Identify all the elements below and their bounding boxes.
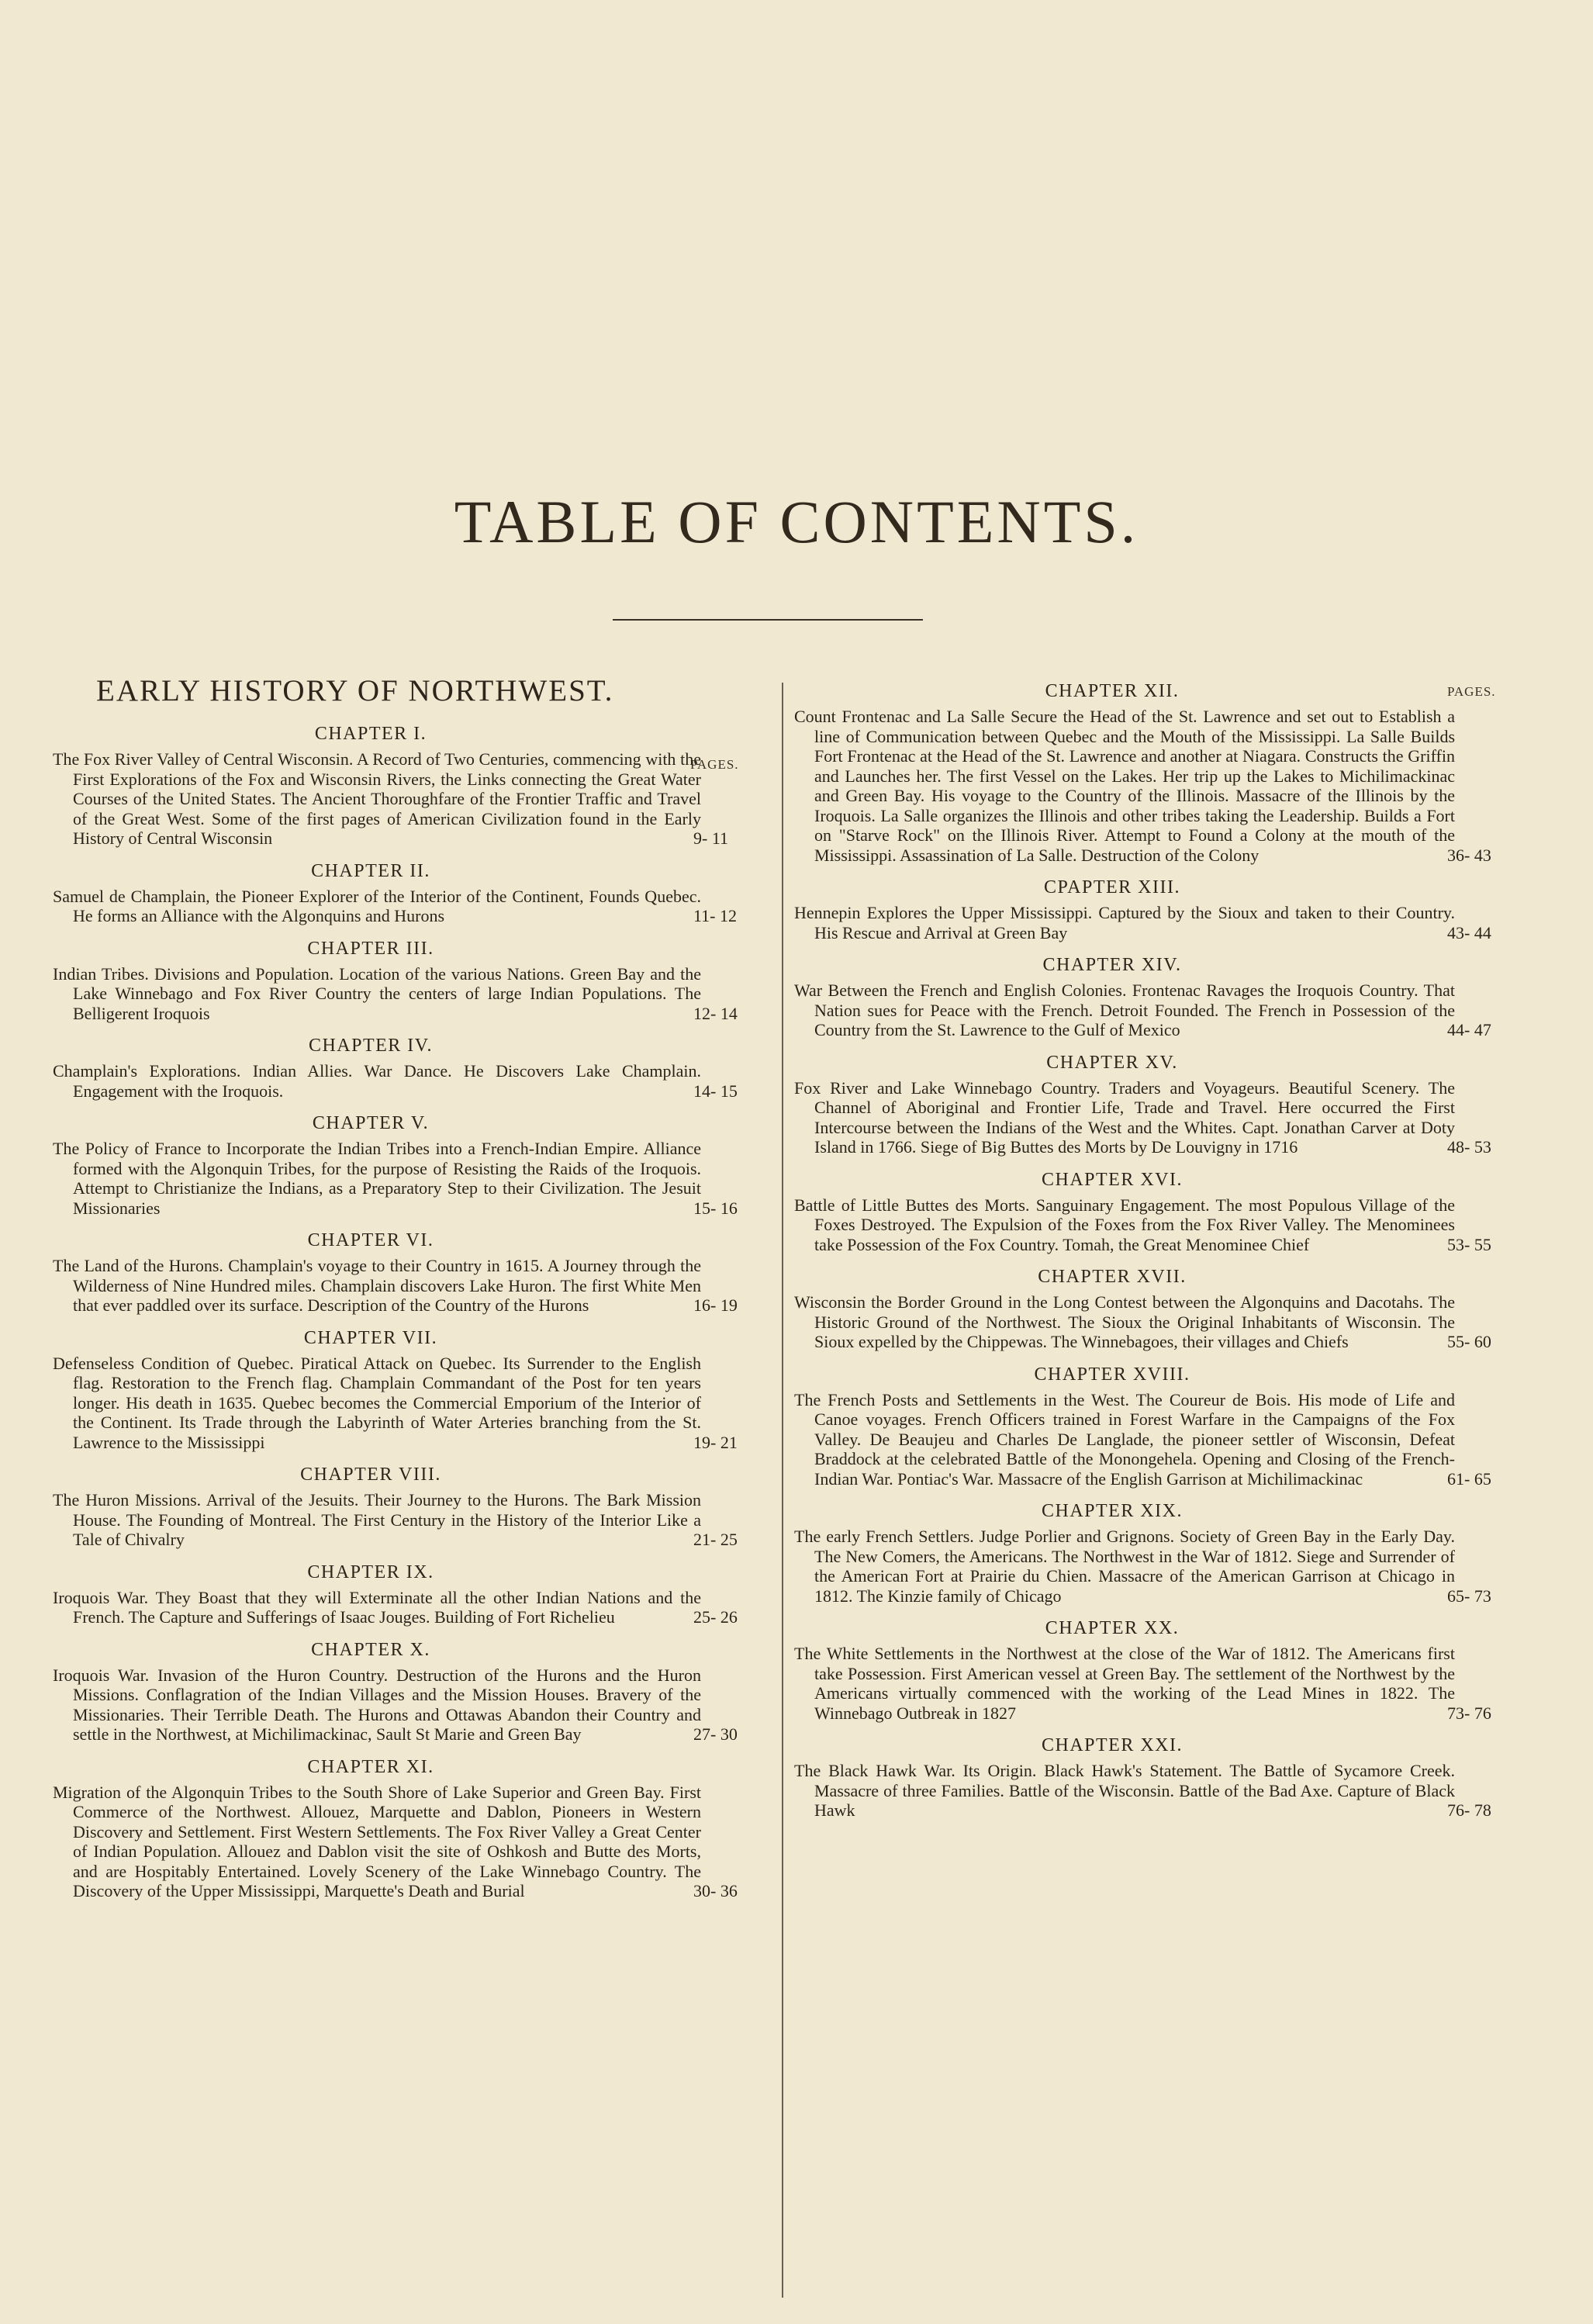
chapter-description: Battle of Little Buttes des Morts. Sanguinary Engagement. The most Populous Village of the Foxes Destroyed. The Expulsion of the Foxes from the Fox River Valley. The Menominees take Possession of the Fox Country. Tomah, the Great Menominee Chief bbox=[794, 1195, 1455, 1254]
chapter-heading: CHAPTER VI. bbox=[307, 1230, 434, 1250]
chapter-heading: CHAPTER V. bbox=[312, 1113, 430, 1133]
chapter-entry bbox=[794, 1501, 1514, 1606]
chapter-pages: 65- 73 bbox=[1447, 1586, 1491, 1606]
chapter-description: The Black Hawk War. Its Origin. Black Hawk's Statement. The Battle of Sycamore Creek. Massacre of three Families. Battle of the Wisconsin. Battle of the Bad Axe. Capture of Black Hawk bbox=[794, 1761, 1455, 1820]
chapter-heading: CHAPTER XI. bbox=[307, 1756, 434, 1777]
chapter-entry bbox=[794, 1735, 1514, 1821]
chapter-description: The Policy of France to Incorporate the Indian Tribes into a French-Indian Empire. Alliance formed with the Algonquin Tribes, for the purpose of Resisting the Raids of the Iroquois. Attempt to Christianize the Indians, as a Preparatory Step to their Civilization. The Jesuit Missionaries bbox=[53, 1139, 701, 1218]
chapter-description: Count Frontenac and La Salle Secure the Head of the St. Lawrence and set out to Establish a line of Communication between Quebec and the Mouth of the Mississippi. La Salle Builds Fort Frontenac at the Head of the St. Lawrence and another at Niagara. Constructs the Griffin and Launches her. The first Vessel on the Lakes. Her trip up the Lakes to Michilimackinac and Green Bay. His voyage to the Country of the Illinois. Massacre of the Illinois by the Iroquois. La Salle organizes the Illinois and other tribes taking the Leadership. Builds a Fort on "Starve Rock" on the Illinois River. Attempt to Found a Colony at the mouth of the Mississippi. Assassination of La Salle. Destruction of the Colony bbox=[794, 707, 1455, 865]
chapter-pages: 19- 21 bbox=[693, 1432, 738, 1452]
chapter-description: Wisconsin the Border Ground in the Long Contest between the Algonquins and Dacotahs. The Historic Ground of the Northwest. The Sioux the Original Inhabitants of Wisconsin. The Sioux expelled by the Chippewas. The Winnebagoes, their villages and Chiefs bbox=[794, 1292, 1455, 1351]
chapter-description: The French Posts and Settlements in the West. The Coureur de Bois. His mode of Life and Canoe voyages. French Officers trained in Forest Warfare in the Campaigns of the Fox Valley. De Beaujeu and Charles De Langlade, the pioneer settler of Wisconsin, Defeat Braddock at the celebrated Battle of the Monongehela. Opening and Closing of the French-Indian War. Pontiac's War. Massacre of the English Garrison at Michilimackinac bbox=[794, 1389, 1455, 1489]
chapter-description: The Land of the Hurons. Champlain's voyage to their Country in 1615. A Journey through the Wilderness of Nine Hundred miles. Champlain discovers Lake Huron. The first White Men that ever paddled over its surface. Description of the Country of the Hurons bbox=[53, 1256, 701, 1315]
chapter-heading: CHAPTER XV. bbox=[1046, 1052, 1178, 1073]
chapter-heading: CHAPTER III. bbox=[307, 938, 434, 959]
chapter-list-right bbox=[794, 681, 1514, 1821]
chapter-entry bbox=[794, 1053, 1514, 1157]
chapter-heading: CHAPTER XII. bbox=[1045, 681, 1180, 701]
chapter-pages: 30- 36 bbox=[693, 1881, 738, 1900]
chapter-entry bbox=[794, 681, 1514, 865]
title-rule bbox=[613, 619, 923, 621]
chapter-heading: CPAPTER XIII. bbox=[1044, 877, 1180, 897]
chapter-pages: 53- 55 bbox=[1447, 1234, 1491, 1254]
chapter-description: The early French Settlers. Judge Porlier and Grignons. Society of Green Bay in the Early Day. The New Comers, the Americans. The Northwest in the War of 1812. Siege and Surrender of the American Fort at Prairie du Chien. Massacre of the American Garrison at Chicago in 1812. The Kinzie family of Chicago bbox=[794, 1527, 1455, 1606]
pages-label-left: PAGES. bbox=[690, 757, 739, 772]
chapter-pages: 43- 44 bbox=[1447, 922, 1491, 942]
left-column bbox=[53, 673, 766, 1914]
chapter-description: Defenseless Condition of Quebec. Piratical Attack on Quebec. Its Surrender to the English flag. Restoration to the French flag. Champlain Commandant of the Post for ten years longer. His death in 1635. Quebec becomes the Commercial Emporium of the Interior of the Continent. Its Trade through the Labyrinth of Water Arteries branching from the St. Lawrence to the Mississippi bbox=[53, 1353, 701, 1452]
chapter-pages: 21- 25 bbox=[693, 1530, 738, 1549]
chapter-heading: CHAPTER XXI. bbox=[1041, 1735, 1183, 1755]
chapter-entry bbox=[794, 1267, 1514, 1352]
page-title: TABLE OF CONTENTS. bbox=[454, 488, 1139, 555]
chapter-description: Champlain's Explorations. Indian Allies. War Dance. He Discovers Lake Champlain. Engagement with the Iroquois. bbox=[53, 1061, 701, 1101]
column-divider bbox=[782, 683, 783, 2298]
chapter-heading: CHAPTER VIII. bbox=[300, 1465, 441, 1485]
chapter-heading: CHAPTER IX. bbox=[307, 1561, 434, 1582]
chapter-entry bbox=[53, 1465, 766, 1550]
chapter-pages: 48- 53 bbox=[1447, 1137, 1491, 1157]
chapter-heading: CHAPTER IV. bbox=[308, 1036, 434, 1056]
chapter-heading: CHAPTER XX. bbox=[1045, 1618, 1180, 1638]
chapter-pages: 12- 14 bbox=[693, 1003, 738, 1023]
chapter-description: Iroquois War. They Boast that they will Exterminate all the other Indian Nations and the French. The Capture and Sufferings of Isaac Jouges. Building of Fort Richelieu bbox=[53, 1587, 701, 1627]
chapter-heading: CHAPTER II. bbox=[311, 860, 430, 881]
chapter-entry bbox=[53, 1757, 766, 1901]
chapter-entry bbox=[53, 724, 766, 849]
chapter-entry bbox=[53, 1113, 766, 1218]
chapter-pages: 25- 26 bbox=[693, 1607, 738, 1627]
chapter-heading: CHAPTER XVI. bbox=[1041, 1169, 1183, 1190]
chapter-heading: CHAPTER XVII. bbox=[1038, 1267, 1187, 1287]
chapter-entry bbox=[53, 1328, 766, 1453]
section-heading: EARLY HISTORY OF NORTHWEST. bbox=[96, 674, 614, 707]
chapter-pages: 9- 11 bbox=[693, 828, 729, 848]
chapter-description: The White Settlements in the Northwest at the close of the War of 1812. The Americans first take Possession. First American vessel at Green Bay. The settlement of the Northwest by the Americans virtually commenced with the working of the Lead Mines in 1822. The Winnebago Outbreak in 1827 bbox=[794, 1644, 1455, 1723]
chapter-entry bbox=[53, 1036, 766, 1101]
chapter-entry bbox=[53, 1562, 766, 1627]
chapter-description: The Huron Missions. Arrival of the Jesuits. Their Journey to the Hurons. The Bark Mission House. The Founding of Montreal. The First Century in the History of the Interior Like a Tale of Chivalry bbox=[53, 1490, 701, 1549]
chapter-description: Migration of the Algonquin Tribes to the South Shore of Lake Superior and Green Bay. First Commerce of the Northwest. Allouez, Marquette and Dablon, Pioneers in Western Discovery and Settlement. First Western Settlements. The Fox River Valley a Great Center of Indian Population. Allouez and Dablon visit the site of Oshkosh and Butte des Morts, and are Hospitably Entertained. Lovely Scenery of the Lake Winnebago Country. The Discovery of the Upper Mississippi, Marquette's Death and Burial bbox=[53, 1782, 701, 1900]
chapter-heading: CHAPTER XIX. bbox=[1041, 1501, 1183, 1521]
chapter-pages: 76- 78 bbox=[1447, 1800, 1491, 1820]
chapter-pages: 61- 65 bbox=[1447, 1468, 1491, 1489]
right-column bbox=[794, 681, 1514, 1833]
chapter-entry bbox=[794, 1170, 1514, 1255]
chapter-pages: 27- 30 bbox=[693, 1724, 738, 1744]
chapter-entry bbox=[53, 861, 766, 926]
chapter-entry bbox=[794, 1618, 1514, 1723]
chapter-description: Samuel de Champlain, the Pioneer Explorer of the Interior of the Continent, Founds Quebec. He forms an Alliance with the Algonquins and Hurons bbox=[53, 886, 701, 925]
chapter-pages: 11- 12 bbox=[693, 906, 738, 925]
chapter-description: The Fox River Valley of Central Wisconsin. A Record of Two Centuries, commencing with the First Explorations of the Fox and Wisconsin Rivers, the Links connecting the Great Water Courses of the United States. The Ancient Thoroughfare of the Frontier Traffic and Travel of the Great West. Some of the first pages of American Civilization found in the Early History of Central Wisconsin bbox=[53, 749, 701, 848]
chapter-heading: CHAPTER VII. bbox=[303, 1327, 438, 1348]
chapter-description: Hennepin Explores the Upper Mississippi. Captured by the Sioux and taken to their Country. His Rescue and Arrival at Green Bay bbox=[794, 903, 1455, 942]
chapter-entry bbox=[53, 1230, 766, 1316]
chapter-pages: 73- 76 bbox=[1447, 1703, 1491, 1723]
chapter-entry bbox=[794, 955, 1514, 1040]
chapter-pages: 55- 60 bbox=[1447, 1332, 1491, 1351]
chapter-entry bbox=[794, 877, 1514, 942]
chapter-pages: 36- 43 bbox=[1447, 845, 1491, 865]
chapter-pages: 15- 16 bbox=[693, 1198, 738, 1218]
chapter-list-left bbox=[53, 724, 766, 1901]
chapter-heading: CHAPTER XIV. bbox=[1042, 955, 1182, 975]
chapter-pages: 44- 47 bbox=[1447, 1020, 1491, 1039]
chapter-heading: CHAPTER I. bbox=[314, 724, 427, 744]
chapter-pages: 14- 15 bbox=[693, 1081, 738, 1101]
chapter-entry bbox=[53, 1640, 766, 1745]
chapter-pages: 16- 19 bbox=[693, 1295, 738, 1315]
pages-label-right: PAGES. bbox=[1447, 684, 1496, 699]
chapter-description: Indian Tribes. Divisions and Population. Location of the various Nations. Green Bay and the Lake Winnebago and Fox River Country the centers of large Indian Populations. The Belligerent Iroquois bbox=[53, 963, 701, 1023]
chapter-entry bbox=[794, 1364, 1514, 1489]
chapter-description: War Between the French and English Colonies. Frontenac Ravages the Iroquois Country. That Nation sues for Peace with the French. Detroit Founded. The French in Possession of the Country from the St. Lawrence to the Gulf of Mexico bbox=[794, 980, 1455, 1039]
chapter-description: Iroquois War. Invasion of the Huron Country. Destruction of the Hurons and the Huron Missions. Conflagration of the Indian Villages and the Mission Houses. Bravery of the Missionaries. Their Terrible Death. The Hurons and Ottawas Abandon their Country and settle in the Northwest, at Michilimackinac, Sault St Marie and Green Bay bbox=[53, 1665, 701, 1744]
chapter-entry bbox=[53, 939, 766, 1024]
chapter-heading: CHAPTER XVIII. bbox=[1034, 1364, 1190, 1385]
chapter-description: Fox River and Lake Winnebago Country. Traders and Voyageurs. Beautiful Scenery. The Channel of Aboriginal and Frontier Life, Trade and Travel. Here occurred the First Intercourse between the Indians of the West and the Whites. Capt. Jonathan Carver at Doty Island in 1766. Siege of Big Buttes des Morts by De Louvigny in 1716 bbox=[794, 1077, 1455, 1157]
chapter-heading: CHAPTER X. bbox=[311, 1639, 430, 1660]
